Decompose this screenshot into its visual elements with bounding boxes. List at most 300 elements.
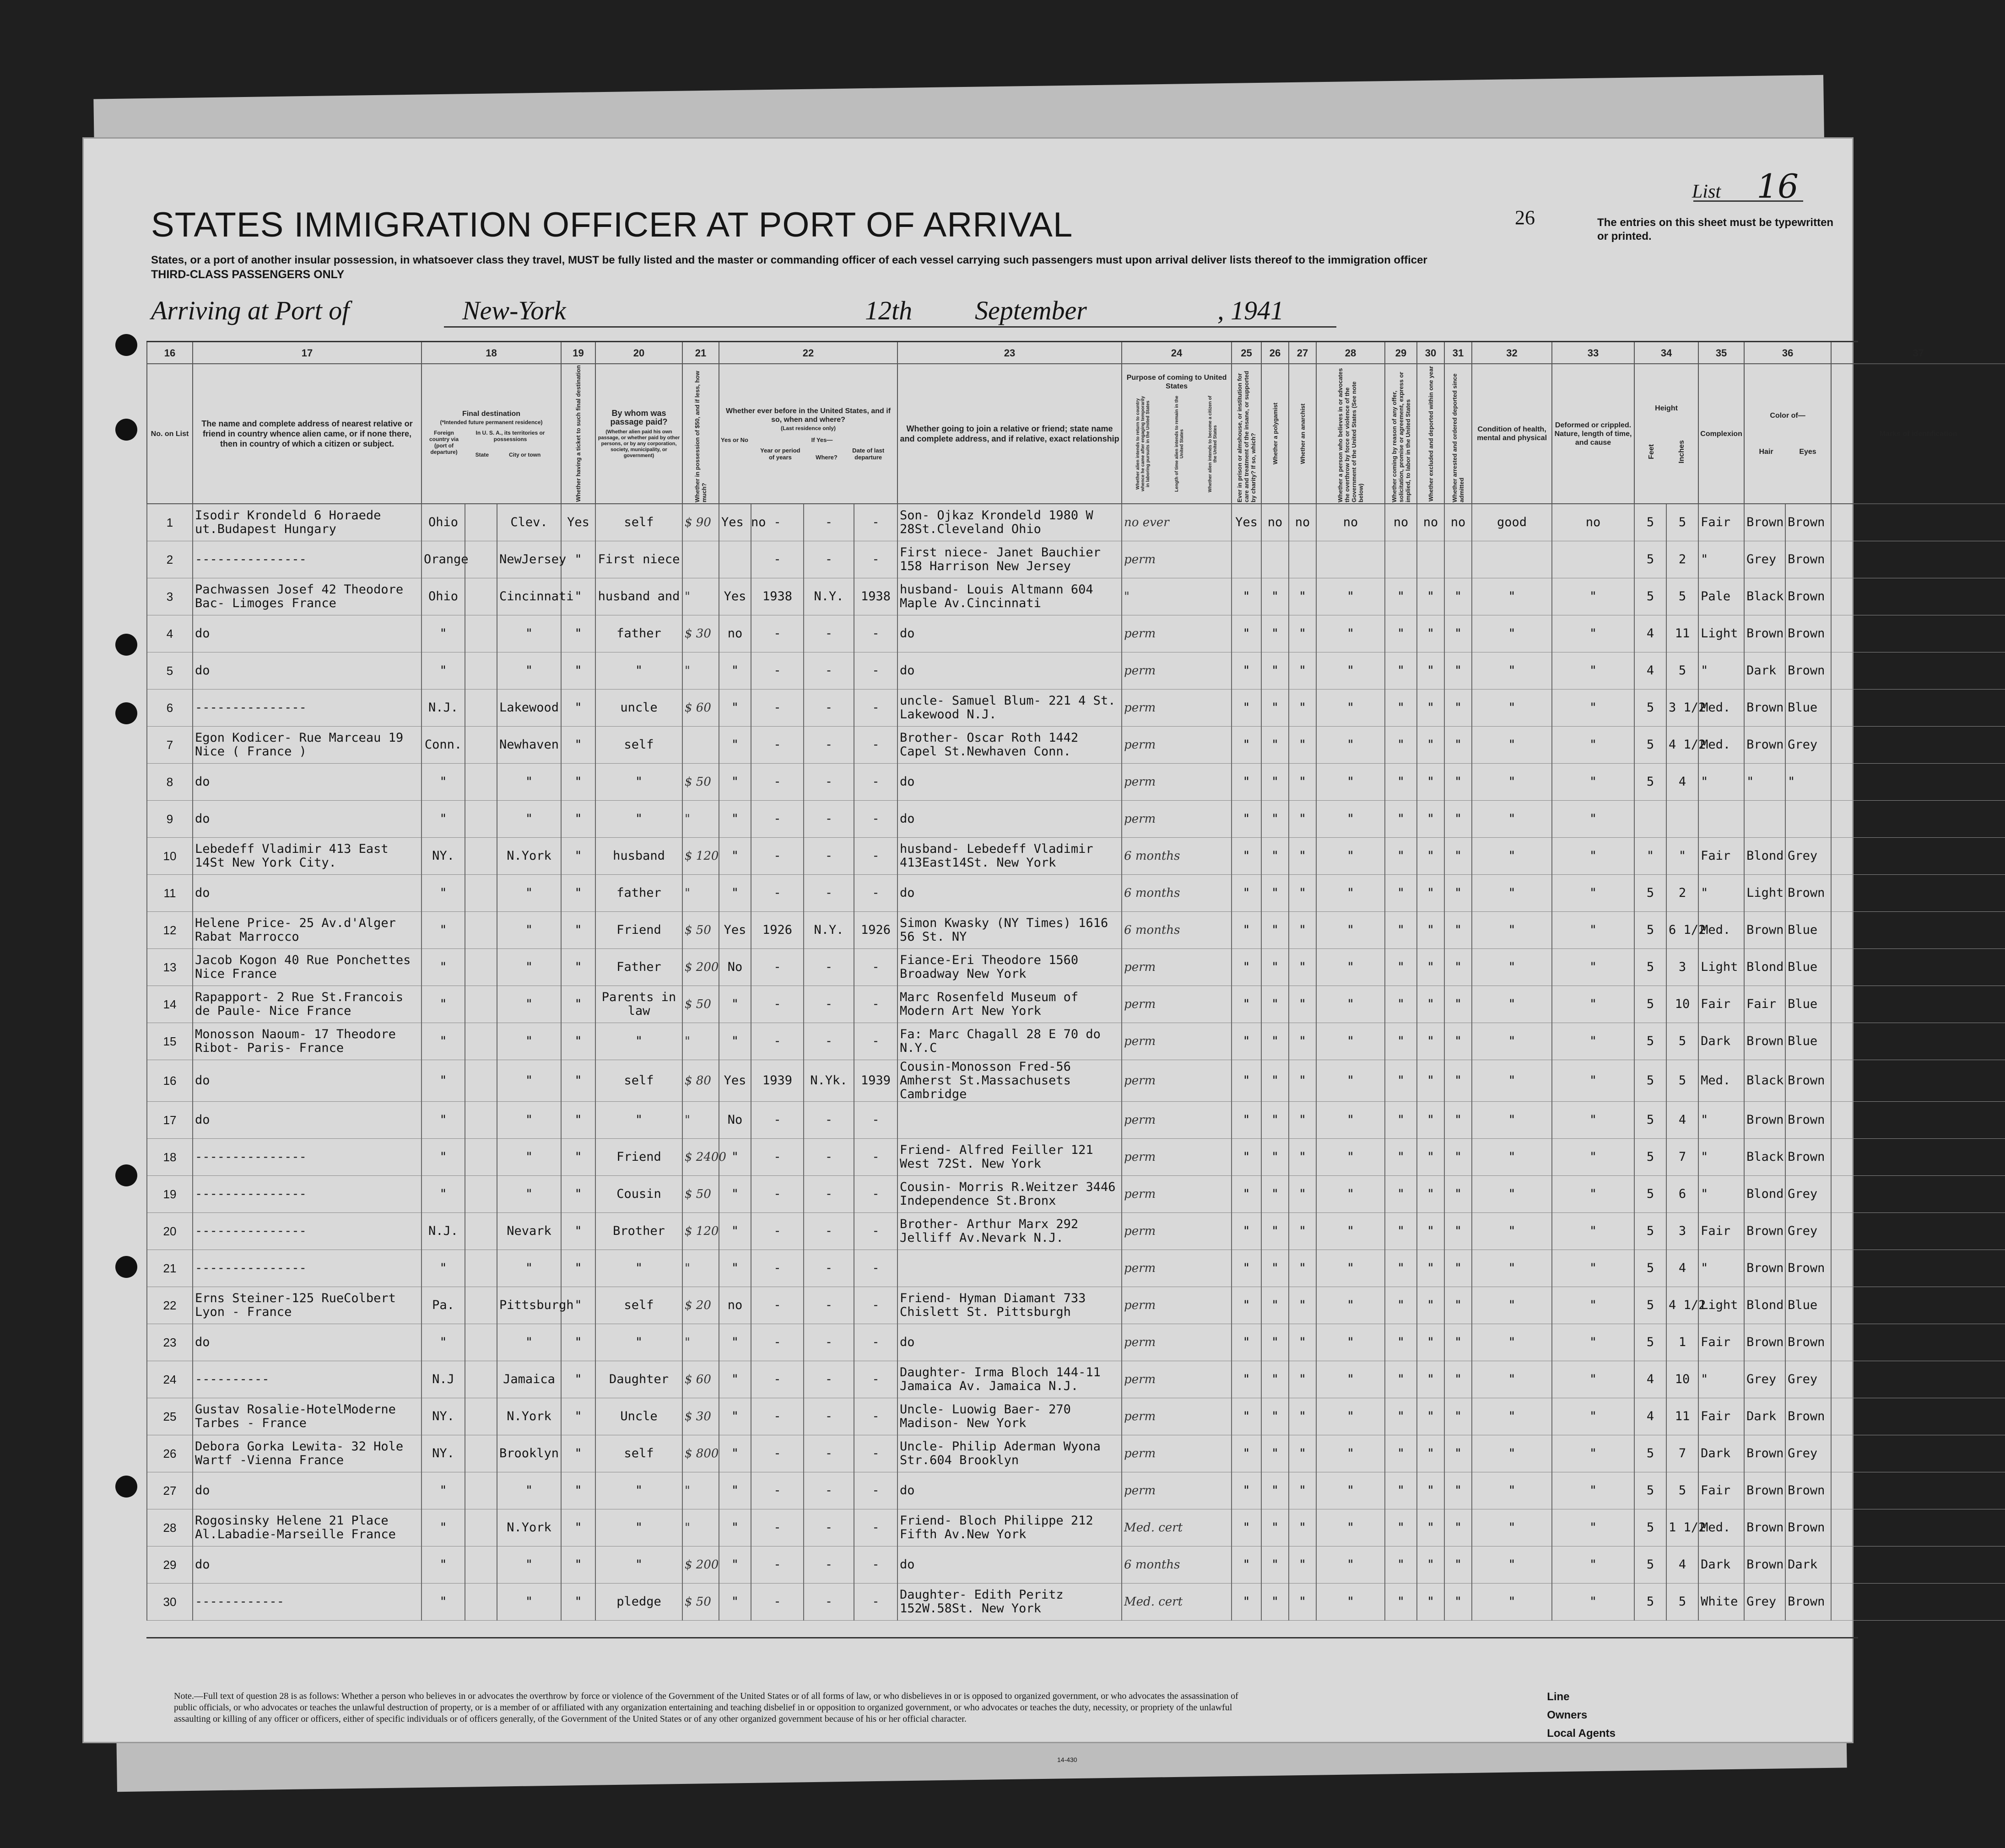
header-purpose-b: Length of time alien intends to remain in the United States [1174, 396, 1184, 492]
height-inches: 1 1/2 [1666, 1509, 1698, 1546]
been-before: " [719, 1176, 751, 1213]
complexion: Med. [1698, 690, 1744, 727]
foreign-country: " [422, 1509, 465, 1546]
complexion: " [1698, 652, 1744, 690]
table-row [147, 1176, 2005, 1213]
header-purpose-sub [1124, 393, 1230, 494]
deformed: " [1552, 1435, 1634, 1472]
state [465, 727, 497, 764]
year-period: - [751, 1176, 804, 1213]
hair-color: Dark [1744, 1398, 1785, 1435]
deformed: " [1552, 764, 1634, 801]
polygamist: " [1261, 1213, 1289, 1250]
passage-paid-by: " [595, 1102, 682, 1139]
height-feet: 5 [1634, 541, 1666, 578]
where: - [804, 1213, 854, 1250]
year-period: - [751, 1324, 804, 1361]
year-period: - [751, 1472, 804, 1509]
height-feet [1634, 801, 1666, 838]
question-30: " [1417, 838, 1444, 875]
col-number: 33 [1552, 342, 1634, 364]
been-before: Yes [719, 1060, 751, 1102]
page-subtitle: States, or a port of another insular possession, in whatsoever class they travel, MUST be fully listed and the master or commanding officer of each vessel carrying such passengers must upon arrival deliver lists thereof to the immigration officer [151, 254, 1427, 266]
height-feet: 5 [1634, 986, 1666, 1023]
passage-paid-by: " [595, 1023, 682, 1060]
question-31: " [1444, 1546, 1472, 1584]
money: " [682, 1509, 719, 1546]
where: N.Yk. [804, 1060, 854, 1102]
money: " [682, 1023, 719, 1060]
deformed: " [1552, 690, 1634, 727]
state [465, 1250, 497, 1287]
state [465, 615, 497, 652]
manifest-sheet [82, 137, 1957, 1763]
where: - [804, 541, 854, 578]
polygamist: " [1261, 986, 1289, 1023]
complexion: Med. [1698, 912, 1744, 949]
marks-of-identification [1831, 1546, 2005, 1584]
question-28: " [1316, 652, 1385, 690]
where: - [804, 838, 854, 875]
row-number: 28 [147, 1509, 193, 1546]
ticket: " [561, 1472, 595, 1509]
deformed: " [1552, 1472, 1634, 1509]
header-ever-before-sub [721, 436, 896, 461]
year-period: - [751, 838, 804, 875]
header-joining: Whether going to join a relative or friend; state name and complete address, and if relative, exact relationship [897, 364, 1122, 504]
binder-hole [115, 419, 137, 441]
city: N.York [497, 1509, 561, 1546]
complexion: Fair [1698, 504, 1744, 541]
ticket: " [561, 578, 595, 615]
row-number: 11 [147, 875, 193, 912]
foreign-country: " [422, 764, 465, 801]
question-31: " [1444, 615, 1472, 652]
height-feet: 5 [1634, 1435, 1666, 1472]
year-period: - [751, 1398, 804, 1435]
state [465, 1324, 497, 1361]
date-departure: - [854, 1584, 897, 1621]
date-departure: - [854, 1102, 897, 1139]
header-color [1744, 364, 1831, 504]
header-ever-before-label: Whether ever before in the United States, and if so, when and where? [725, 407, 891, 424]
purpose: perm [1122, 1213, 1232, 1250]
anarchist: " [1289, 1060, 1316, 1102]
eye-color: Brown [1785, 1139, 1831, 1176]
height-inches: 2 [1666, 541, 1698, 578]
date-departure: - [854, 1361, 897, 1398]
question-29: " [1385, 1139, 1417, 1176]
question-28: " [1316, 912, 1385, 949]
question-29: " [1385, 875, 1417, 912]
deformed: " [1552, 912, 1634, 949]
anarchist: " [1289, 1324, 1316, 1361]
question-30: " [1417, 1398, 1444, 1435]
polygamist: " [1261, 615, 1289, 652]
relative-address: Erns Steiner-125 RueColbert Lyon - France [193, 1287, 422, 1324]
health-condition: " [1472, 1584, 1552, 1621]
state [465, 1102, 497, 1139]
relative-address: Jacob Kogon 40 Rue Ponchettes Nice France [193, 949, 422, 986]
where: - [804, 764, 854, 801]
prison-charity: " [1232, 578, 1261, 615]
header-if-yes-label: If Yes— [811, 436, 833, 443]
question-28: " [1316, 1287, 1385, 1324]
col-number: 18 [422, 342, 561, 364]
purpose: perm [1122, 727, 1232, 764]
marks-of-identification [1831, 764, 2005, 801]
question-29: " [1385, 1102, 1417, 1139]
health-condition: " [1472, 652, 1552, 690]
eye-color: Blue [1785, 986, 1831, 1023]
prison-charity: " [1232, 1361, 1261, 1398]
prison-charity: " [1232, 727, 1261, 764]
polygamist: " [1261, 912, 1289, 949]
prison-charity: " [1232, 1176, 1261, 1213]
eye-color: Brown [1785, 1509, 1831, 1546]
question-29: " [1385, 1435, 1417, 1472]
anarchist: " [1289, 652, 1316, 690]
arrival-month: September [975, 296, 1087, 325]
deformed: " [1552, 986, 1634, 1023]
eye-color: Blue [1785, 690, 1831, 727]
joining-relative: Daughter- Edith Peritz 152W.58St. New York [897, 1584, 1122, 1621]
eye-color: Grey [1785, 838, 1831, 875]
joining-relative: do [897, 1472, 1122, 1509]
passage-paid-by: " [595, 1546, 682, 1584]
height-feet: 5 [1634, 1472, 1666, 1509]
height-feet: 5 [1634, 1584, 1666, 1621]
question-28: " [1316, 1102, 1385, 1139]
arrival-line [151, 295, 1854, 336]
question-29 [1385, 541, 1417, 578]
been-before: " [719, 1213, 751, 1250]
year-period: - [751, 1287, 804, 1324]
eye-color: Brown [1785, 1060, 1831, 1102]
height-feet: 5 [1634, 1139, 1666, 1176]
table-row [147, 1139, 2005, 1176]
passage-paid-by: self [595, 504, 682, 541]
complexion: " [1698, 875, 1744, 912]
row-number: 16 [147, 1060, 193, 1102]
hair-color: Brown [1744, 690, 1785, 727]
money: " [682, 1102, 719, 1139]
eye-color: Brown [1785, 1102, 1831, 1139]
been-before [719, 541, 751, 578]
been-before: no [719, 615, 751, 652]
foreign-country: " [422, 1060, 465, 1102]
purpose: " [1122, 578, 1232, 615]
money: " [682, 1250, 719, 1287]
year-period: - [751, 541, 804, 578]
hair-color: Blond [1744, 1287, 1785, 1324]
form-code: 14-430 [1057, 1756, 1077, 1763]
deformed: " [1552, 801, 1634, 838]
anarchist: " [1289, 1584, 1316, 1621]
row-number: 6 [147, 690, 193, 727]
table-row [147, 1060, 2005, 1102]
height-inches: 6 1/2 [1666, 912, 1698, 949]
year-period: - [751, 949, 804, 986]
deformed: " [1552, 1584, 1634, 1621]
height-feet: 4 [1634, 615, 1666, 652]
been-before: " [719, 838, 751, 875]
state [465, 875, 497, 912]
row-number: 20 [147, 1213, 193, 1250]
ticket: " [561, 986, 595, 1023]
been-before: " [719, 986, 751, 1023]
health-condition: " [1472, 578, 1552, 615]
money: $ 120 [682, 1213, 719, 1250]
purpose: perm [1122, 690, 1232, 727]
prison-charity: " [1232, 1287, 1261, 1324]
col-number: 17 [193, 342, 422, 364]
header-no-on-list: No. on List [147, 364, 193, 504]
question-31: " [1444, 801, 1472, 838]
year-period: - [751, 1546, 804, 1584]
health-condition: " [1472, 1102, 1552, 1139]
city: " [497, 949, 561, 986]
where: - [804, 1287, 854, 1324]
where: - [804, 1398, 854, 1435]
city: " [497, 875, 561, 912]
year-period: - [751, 690, 804, 727]
question-28: " [1316, 1213, 1385, 1250]
table-row [147, 838, 2005, 875]
ticket: " [561, 690, 595, 727]
header-passage-label: By whom was passage paid? [610, 408, 668, 426]
city: " [497, 1546, 561, 1584]
ticket: " [561, 801, 595, 838]
city: " [497, 1102, 561, 1139]
health-condition: " [1472, 1023, 1552, 1060]
question-30: no [1417, 504, 1444, 541]
question-28: " [1316, 1176, 1385, 1213]
money: $ 20 [682, 1287, 719, 1324]
anarchist: " [1289, 801, 1316, 838]
question-29: " [1385, 1213, 1417, 1250]
col-number: 22 [719, 342, 897, 364]
height-feet: 5 [1634, 764, 1666, 801]
health-condition: " [1472, 1435, 1552, 1472]
height-feet: 5 [1634, 690, 1666, 727]
col-number: 34 [1634, 342, 1698, 364]
money: " [682, 652, 719, 690]
purpose: perm [1122, 801, 1232, 838]
date-departure: - [854, 986, 897, 1023]
arrival-year: , 1941 [1217, 296, 1284, 325]
hair-color: Brown [1744, 1102, 1785, 1139]
header-deformed: Deformed or crippled. Nature, length of time, and cause [1552, 364, 1634, 504]
anarchist: " [1289, 1250, 1316, 1287]
deformed: " [1552, 1139, 1634, 1176]
row-number: 26 [147, 1435, 193, 1472]
question-30: " [1417, 615, 1444, 652]
been-before: " [719, 1435, 751, 1472]
question-31: " [1444, 1361, 1472, 1398]
money: " [682, 1324, 719, 1361]
eye-color: Brown [1785, 578, 1831, 615]
marks-of-identification [1831, 1102, 2005, 1139]
row-number: 21 [147, 1250, 193, 1287]
header-marks: Marks of identification [1831, 364, 2005, 504]
height-inches: 4 1/2 [1666, 727, 1698, 764]
passage-paid-by: self [595, 1060, 682, 1102]
header-in-usa [465, 430, 556, 458]
polygamist: " [1261, 875, 1289, 912]
row-number: 24 [147, 1361, 193, 1398]
question-30: " [1417, 1584, 1444, 1621]
health-condition: " [1472, 1398, 1552, 1435]
marks-of-identification [1831, 1509, 2005, 1546]
question-29: " [1385, 1398, 1417, 1435]
state [465, 1584, 497, 1621]
col-number: 19 [561, 342, 595, 364]
question-29: " [1385, 1361, 1417, 1398]
col-number: 21 [682, 342, 719, 364]
question-28: " [1316, 1435, 1385, 1472]
passage-paid-by: self [595, 1287, 682, 1324]
row-number: 3 [147, 578, 193, 615]
height-feet: 5 [1634, 1324, 1666, 1361]
deformed: " [1552, 1509, 1634, 1546]
question-28: " [1316, 875, 1385, 912]
height-inches: 3 [1666, 1213, 1698, 1250]
question-30: " [1417, 727, 1444, 764]
question-31: " [1444, 1250, 1472, 1287]
relative-address: --------------- [193, 1250, 422, 1287]
anarchist: " [1289, 727, 1316, 764]
question-28: " [1316, 838, 1385, 875]
prison-charity [1232, 541, 1261, 578]
city: N.York [497, 1398, 561, 1435]
row-number: 14 [147, 986, 193, 1023]
foreign-country: Pa. [422, 1287, 465, 1324]
height-feet: 5 [1634, 912, 1666, 949]
state [465, 1509, 497, 1546]
header-relative: The name and complete address of nearest relative or friend in country whence alien came, or if none there, then in country of which a citizen or subject. [193, 364, 422, 504]
hair-color: Grey [1744, 1584, 1785, 1621]
col-number: 28 [1316, 342, 1385, 364]
foreign-country: NY. [422, 1398, 465, 1435]
passage-paid-by: self [595, 1435, 682, 1472]
question-28: " [1316, 1509, 1385, 1546]
date-departure: - [854, 1472, 897, 1509]
question-29: " [1385, 1324, 1417, 1361]
passage-paid-by: pledge [595, 1584, 682, 1621]
purpose: perm [1122, 986, 1232, 1023]
city: " [497, 615, 561, 652]
header-color-sub [1746, 447, 1829, 456]
prison-charity: " [1232, 949, 1261, 986]
arrival-day: 12th [865, 296, 913, 325]
header-final-destination [422, 364, 561, 504]
header-purpose [1122, 364, 1232, 504]
eye-color: Brown [1785, 1398, 1831, 1435]
height-inches: 5 [1666, 1472, 1698, 1509]
relative-address: Debora Gorka Lewita- 32 Hole Wartf -Vienna France [193, 1435, 422, 1472]
health-condition: " [1472, 986, 1552, 1023]
polygamist: " [1261, 1250, 1289, 1287]
passenger-class: THIRD-CLASS PASSENGERS ONLY [151, 268, 345, 281]
deformed: " [1552, 1176, 1634, 1213]
ticket: " [561, 541, 595, 578]
complexion: Dark [1698, 1023, 1744, 1060]
health-condition: " [1472, 615, 1552, 652]
question-28: " [1316, 949, 1385, 986]
deformed: " [1552, 838, 1634, 875]
row-number: 2 [147, 541, 193, 578]
polygamist: " [1261, 727, 1289, 764]
city: Newhaven [497, 727, 561, 764]
hair-color: Black [1744, 578, 1785, 615]
table-row [147, 949, 2005, 986]
header-eyes: Eyes [1799, 448, 1816, 456]
eye-color: " [1785, 764, 1831, 801]
where: - [804, 1435, 854, 1472]
where: - [804, 949, 854, 986]
question-31: " [1444, 652, 1472, 690]
date-departure: - [854, 949, 897, 986]
table-row [147, 875, 2005, 912]
hair-color: Brown [1744, 1213, 1785, 1250]
complexion: " [1698, 764, 1744, 801]
date-departure: - [854, 1546, 897, 1584]
foreign-country: " [422, 801, 465, 838]
date-departure: - [854, 690, 897, 727]
question-31: " [1444, 1102, 1472, 1139]
height-feet: 5 [1634, 1250, 1666, 1287]
eye-color: Brown [1785, 615, 1831, 652]
question-31: " [1444, 1139, 1472, 1176]
row-number: 25 [147, 1398, 193, 1435]
col-number: 35 [1698, 342, 1744, 364]
health-condition: " [1472, 949, 1552, 986]
question-30: " [1417, 1472, 1444, 1509]
header-q30-label: Whether excluded and deported within one year [1427, 366, 1434, 502]
relative-address: Monosson Naoum- 17 Theodore Ribot- Paris- France [193, 1023, 422, 1060]
state [465, 690, 497, 727]
anarchist: " [1289, 1361, 1316, 1398]
question-30: " [1417, 1361, 1444, 1398]
arrival-port: New-York [462, 296, 566, 325]
ticket: " [561, 1584, 595, 1621]
deformed: " [1552, 1546, 1634, 1584]
marks-of-identification [1831, 1584, 2005, 1621]
been-before: " [719, 875, 751, 912]
complexion: White [1698, 1584, 1744, 1621]
foreign-country: N.J. [422, 1213, 465, 1250]
joining-relative: Marc Rosenfeld Museum of Modern Art New York [897, 986, 1122, 1023]
hair-color [1744, 801, 1785, 838]
anarchist: " [1289, 1287, 1316, 1324]
joining-relative: First niece- Janet Bauchier 158 Harrison New Jersey [897, 541, 1122, 578]
binder-hole [115, 1256, 137, 1278]
anarchist: " [1289, 949, 1316, 986]
where: - [804, 1023, 854, 1060]
ticket: " [561, 1361, 595, 1398]
date-departure: - [854, 652, 897, 690]
money: " [682, 578, 719, 615]
prison-charity: " [1232, 801, 1261, 838]
prison-charity: " [1232, 1060, 1261, 1102]
ticket: " [561, 1213, 595, 1250]
health-condition: " [1472, 1361, 1552, 1398]
eye-color [1785, 801, 1831, 838]
city: " [497, 1472, 561, 1509]
health-condition: " [1472, 1546, 1552, 1584]
marks-of-identification [1831, 1139, 2005, 1176]
